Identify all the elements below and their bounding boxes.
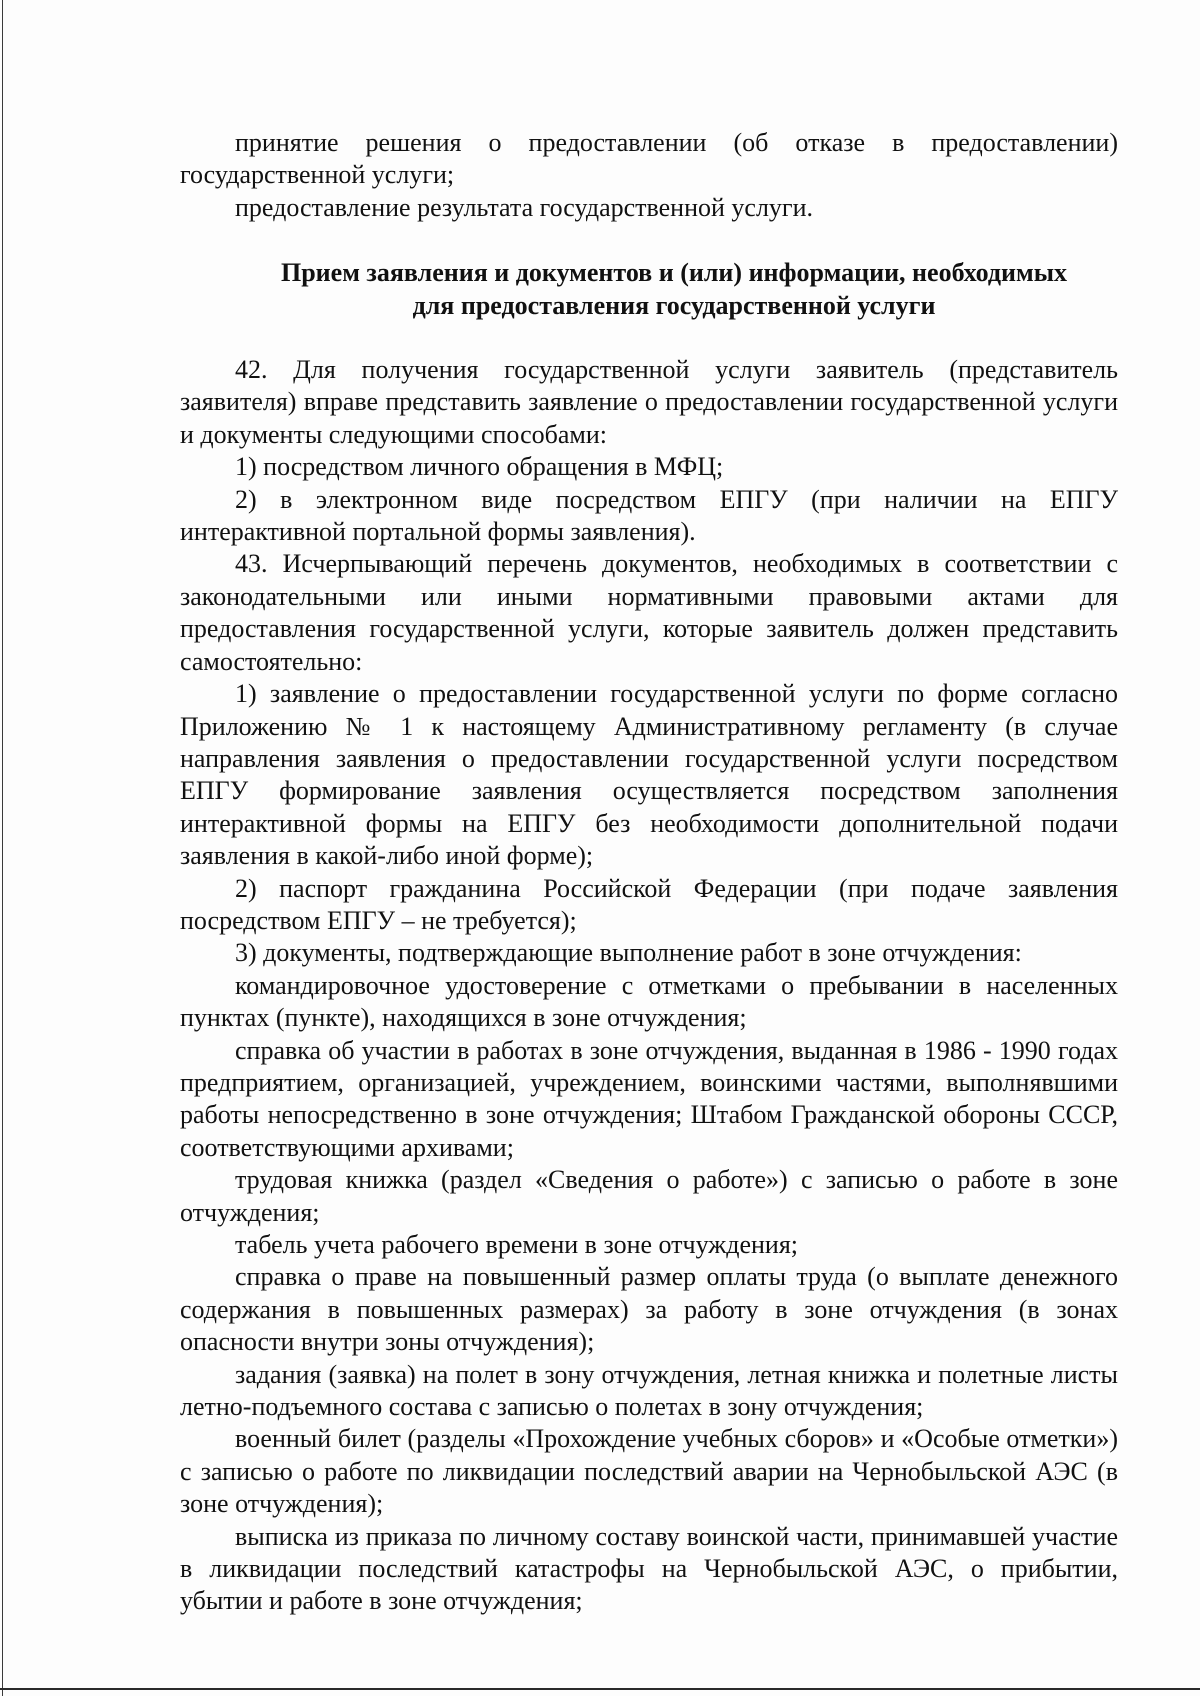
section-heading-line-2: для предоставления государственной услуги [412,290,936,320]
list-item-43-3: 3) документы, подтверждающие выполнение работ в зоне отчуждения: [235,938,1022,968]
section-heading-line-1: Прием заявления и документов и (или) информации, необходимых [280,258,1067,288]
list-item-42-2: 2) в электронном виде посредством ЕПГУ (при наличии на ЕПГУ интерактивной портальной формы заявления). [180,484,1118,547]
list-item-43-1: 1) заявление о предоставлении государственной услуги по форме согласно Приложению № 1 к настоящему Административному регламенту (в случае направления заявления о предоставлении государственной услуги посредством ЕПГУ формирование заявления осуществляется посредством заполнения интерактивной формы на ЕПГУ без необходимости дополнительной подачи заявления в какой-либо иной форме); [180,679,1118,871]
scan-edge-bottom [0,1688,1200,1690]
paragraph-result: предоставление результата государственной услуги. [235,192,814,222]
document-item-employment-book: трудовая книжка (раздел «Сведения о работе») с записью о работе в зоне отчуждения; [180,1165,1118,1227]
document-item-order-extract: выписка из приказа по личному составу воинской части, принимавшей участие в ликвидации последствий катастрофы на Чернобыльской АЭС, о прибытии, убытии и работе в зоне отчуждения; [180,1521,1118,1616]
paragraph-43: 43. Исчерпывающий перечень документов, необходимых в соответствии с законодательными или иными нормативными правовыми актами для предоставления государственной услуги, которые заявитель должен представить самостоятельно: [180,549,1118,676]
document-item-participation-certificate: справка об участии в работах в зоне отчуждения, выданная в 1986 - 1990 годах предприятием, организацией, учреждением, воинскими частями, выполнявшими работы непосредственно в зоне отчуждения; Штабом Гражданской обороны СССР, соответствующими архивами; [180,1035,1118,1162]
scan-edge-left [2,0,3,1696]
document-body [180,127,1118,1618]
document-item-timesheet: табель учета рабочего времени в зоне отчуждения; [235,1230,799,1259]
paragraph-decision: принятие решения о предоставлении (об отказе в предоставлении) государственной услуги; [180,128,1118,190]
section-heading [180,257,1118,322]
list-item-42-1: 1) посредством личного обращения в МФЦ; [235,452,724,482]
paragraph-42: 42. Для получения государственной услуги заявитель (представитель заявителя) вправе представить заявление о предоставлении государственной услуги и документы следующими способами: [180,355,1118,449]
document-item-pay-certificate: справка о праве на повышенный размер оплаты труда (о выплате денежного содержания в повышенных размерах) за работу в зоне отчуждения (в зонах опасности внутри зоны отчуждения); [180,1262,1118,1357]
document-item-travel-certificate: командировочное удостоверение с отметками о пребывании в населенных пунктах (пункте), находящихся в зоне отчуждения; [180,970,1118,1033]
document-item-flight-tasks: задания (заявка) на полет в зону отчуждения, летная книжка и полетные листы летно-подъемного состава с записью о полетах в зону отчуждения; [180,1359,1118,1422]
list-item-43-2: 2) паспорт гражданина Российской Федерации (при подаче заявления посредством ЕПГУ – не требуется); [180,873,1118,935]
document-item-military-id: военный билет (разделы «Прохождение учебных сборов» и «Особые отметки») с записью о работе по ликвидации последствий аварии на Чернобыльской АЭС (в зоне отчуждения); [180,1424,1118,1519]
